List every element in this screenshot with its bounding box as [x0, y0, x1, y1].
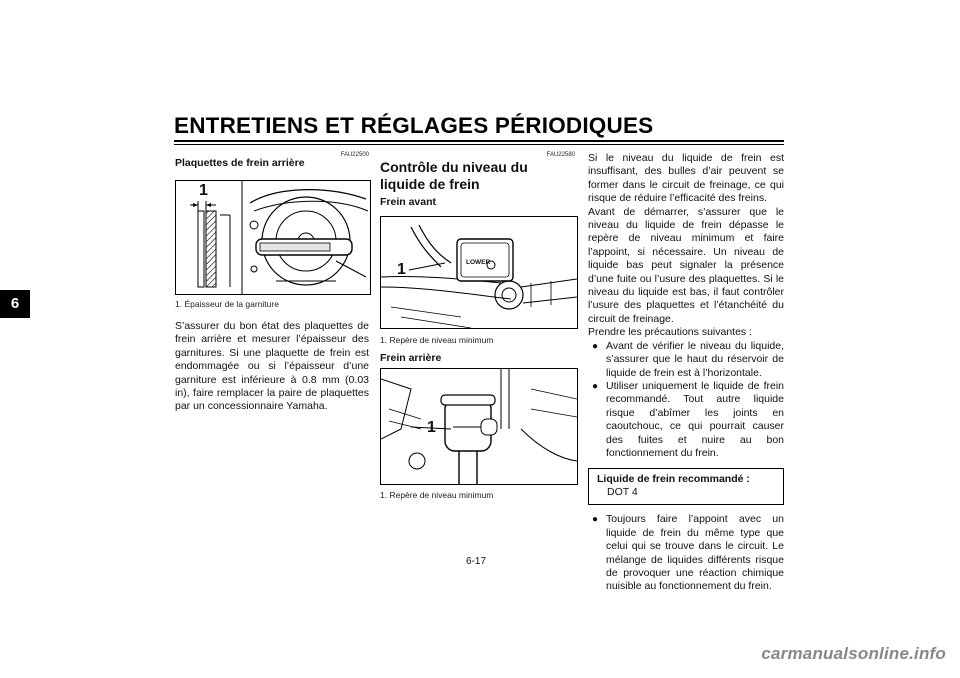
header-rule-thin [174, 144, 784, 145]
paragraph: S’assurer du bon état des plaquettes de frein arrière et mesurer l’épaisseur des garnitures. Si une plaquette de frein est endommagée ou si l’épaisseur d’une garniture est inférieure à 0.8 mm (0.03 in), faire remplacer la paire de plaquettes par un concessionnaire Yamaha. [175, 320, 369, 413]
chapter-tab: 6 [0, 290, 30, 318]
page-number: 6-17 [466, 556, 487, 567]
subheading-front-brake: Frein avant [380, 196, 437, 208]
header-rule [174, 140, 784, 142]
recommended-fluid-title: Liquide de frein recommandé : [597, 473, 750, 486]
subheading-rear-brake: Frein arrière [380, 352, 442, 364]
figure-caption: 1. Repère de niveau minimum [380, 490, 494, 500]
front-brake-reservoir-illustration [381, 217, 577, 328]
recommended-fluid-box [588, 468, 784, 505]
front-brake-reservoir-figure [380, 216, 578, 329]
bullet-icon: ● [592, 514, 599, 526]
bullet-icon: ● [592, 380, 599, 392]
list-item-text: Toujours faire l’appoint avec un liquide de frein du même type que celui qui se trouve dans le circuit. Le mélange de liquides différents risque de provoquer une réaction chimique nuisible au fonctionnement du frein. [606, 513, 784, 593]
list-item [592, 380, 784, 460]
list-item [592, 513, 784, 593]
lower-mark-label: LOWER [466, 259, 491, 266]
figure-caption: 1. Épaisseur de la garniture [175, 299, 279, 309]
list-item [592, 340, 784, 380]
section-heading: Contrôle du niveau du liquide de frein [380, 159, 528, 192]
page-title: ENTRETIENS ET RÉGLAGES PÉRIODIQUES [174, 113, 654, 138]
paragraph: Si le niveau du liquide de frein est insuffisant, des bulles d’air peuvent se former dans le circuit de freinage, ce qui risque de réduire l’efficacité des freins. [588, 152, 784, 205]
bullet-icon: ● [592, 340, 599, 352]
figure-callout: 1 [199, 182, 208, 199]
figure-caption: 1. Repère de niveau minimum [380, 335, 494, 345]
figure-callout: 1 [397, 261, 406, 278]
rear-brake-reservoir-illustration [381, 369, 577, 484]
section-code: FAU22500 [340, 152, 369, 158]
rear-brake-reservoir-figure [380, 368, 578, 485]
section-heading: Plaquettes de frein arrière [175, 157, 305, 169]
section-code: FAU22580 [546, 152, 575, 158]
rear-brake-pad-figure [175, 180, 371, 295]
recommended-fluid-value: DOT 4 [607, 486, 638, 499]
column-3 [588, 152, 784, 594]
paragraph: Prendre les précautions suivantes : [588, 326, 753, 339]
list-item-text: Utiliser uniquement le liquide de frein recommandé. Tout autre liquide risque d’abîmer les joints en caoutchouc, ce qui pourrait causer des fuites et nuire au bon fonctionnement du frein. [606, 379, 784, 459]
figure-callout: 1 [427, 419, 436, 436]
watermark: carmanualsonline.info [761, 644, 946, 663]
paragraph: Avant de démarrer, s’assurer que le niveau du liquide de frein dépasse le repère de niveau minimum et faire l’appoint, si nécessaire. Un niveau de liquide bas peut signaler la présence d’une fuite ou l’usure des plaquettes. Si le niveau du liquide est bas, il faut contrôler l’usure des plaquettes et l’étanchéité du circuit de freinage. [588, 205, 784, 325]
list-item-text: Avant de vérifier le niveau du liquide, s’assurer que le haut du réservoir de liquide de frein est à l’horizontale. [606, 339, 784, 379]
